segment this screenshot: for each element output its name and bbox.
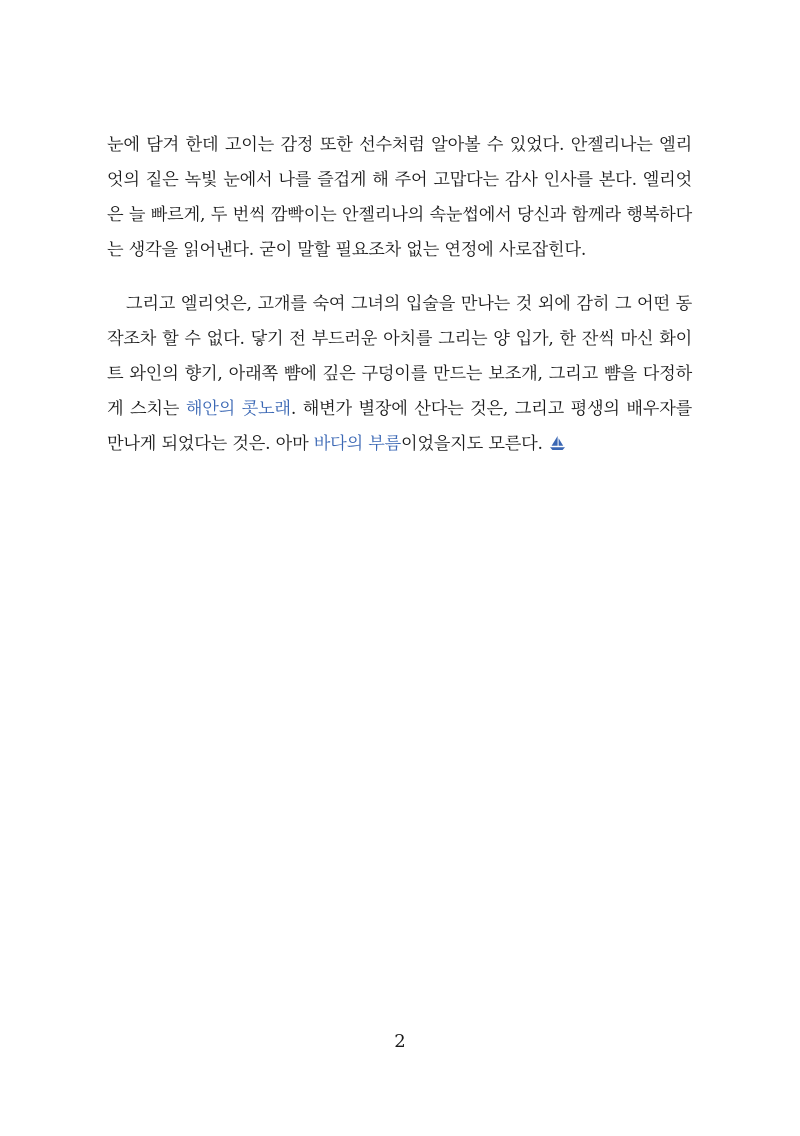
highlight-phrase-coastal-hum: 해안의 콧노래 [185, 399, 291, 419]
highlight-phrase-call-of-sea: 바다의 부름 [313, 434, 402, 454]
page-number: 2 [394, 1031, 406, 1052]
paragraph-1 [107, 128, 692, 268]
paragraph-2 [107, 287, 692, 462]
paragraph-2-text-part-1: 그리고 엘리엇은, 고개를 숙여 그녀의 입술을 만나는 것 외에 감히 그 어떤 동작조차 할 수 없다. 닿기 전 부드러운 아치를 그리는 양 입가, 한 잔씩 마신 화이트 와인의 향기, 아래쪽 뺨에 깊은 구덩이를 만드는 보조개, 그리고 뺨을 다정하게 스치는 [107, 294, 692, 419]
sailboat-icon [549, 435, 566, 451]
paragraph-2-text-part-3: 이었을지도 모른다. [401, 434, 543, 454]
body-text [107, 128, 692, 462]
paragraph-1-text: 눈에 담겨 한데 고이는 감정 또한 선수처럼 알아볼 수 있었다. 안젤리나는 엘리엇의 짙은 녹빛 눈에서 나를 즐겁게 해 주어 고맙다는 감사 인사를 본다. 엘리엇은 늘 빠르게, 두 번씩 깜빡이는 안젤리나의 속눈썹에서 당신과 함께라 행복하다는 생각을 읽어낸다. 굳이 말할 필요조차 없는 연정에 사로잡힌다. [107, 135, 692, 260]
paragraph-2-text-part-2: . 해변가 별장에 산다는 것은, 그리고 평생의 배우자를 만나게 되었다는 것은. 아마 [107, 399, 692, 454]
